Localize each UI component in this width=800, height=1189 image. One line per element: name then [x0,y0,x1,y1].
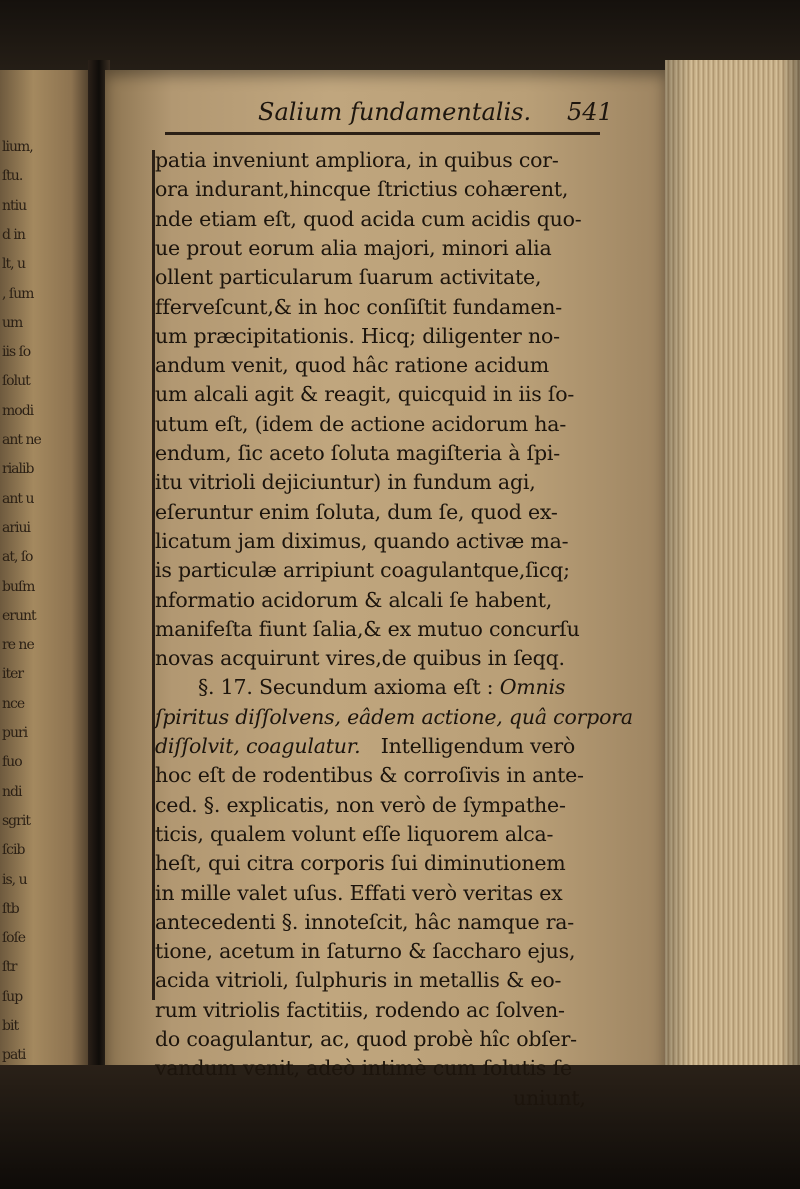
left-page-fragment: puri [2,726,28,740]
left-page-fragment: ntiu [2,198,27,213]
text-line [155,907,635,937]
text-line [155,848,635,878]
line-text: ue prout eorum alia majori, minori alia [155,235,552,260]
left-page-fragment: ſolut [2,374,30,389]
text-line [155,526,635,556]
line-text: utum eſt, (idem de actione acidorum ha- [155,411,567,436]
line-text: tione, acetum in ſaturno & ſaccharo ejus, [155,939,576,964]
left-page-fragment: ſup [2,989,23,1004]
left-page-fragment: re ne [2,638,34,653]
text-line [155,204,635,234]
text-line [155,555,635,585]
line-text: eſeruntur enim ſoluta, dum ſe, quod ex- [155,499,558,524]
line-text: ticis, qualem volunt eſſe liquorem alca- [155,821,554,846]
text-line [155,731,635,761]
text-line [155,702,635,732]
left-page-fragment: nce [2,696,25,711]
left-page-fragment: at, ſo [2,550,33,565]
line-text: antecedenti §. innoteſcit, hâc namque ra- [155,909,575,934]
header-rule [165,132,600,135]
left-page-fragment: pati [2,1048,26,1063]
text-line [155,643,635,673]
line-text: andum venit, quod hâc ratione acidum [155,353,550,378]
left-page-fragment: ſcib [2,843,25,858]
left-page-fragment: fuo [2,755,22,770]
line-text: do coagulantur, ac, quod probè hîc obſer- [155,1027,577,1051]
left-page-fragment: bit [2,1019,19,1033]
text-line [155,497,635,527]
left-page-fragment: rialib [2,462,34,477]
italic-word: Omnis [499,675,566,700]
left-facing-page [0,70,95,1070]
text-line [513,1083,800,1113]
text-line [155,292,635,322]
left-page-fragment: is, u [2,872,27,887]
text-line [155,350,635,380]
line-text: hoc eſt de rodentibus & corroſivis in ante- [155,763,584,788]
text-line [155,438,635,468]
line-text: manifeſta fiunt ſalia,& ex mutuo concurſu [155,616,580,641]
text-line [155,467,635,497]
line-tail: Intelligendum verò [380,734,576,758]
left-page-fragment: ſtr [2,960,17,975]
line-text: nformatio acidorum & alcali ſe habent, [155,587,553,612]
text-line [155,174,635,204]
text-line [155,1053,635,1083]
left-page-fragment: ſoſe [2,931,26,946]
text-line [155,936,635,966]
left-page-fragment: ſtb [2,901,19,916]
line-text: heſt, qui citra corporis ſui diminutionem [155,851,566,876]
text-line [155,262,635,292]
left-page-fragment: modi [2,403,34,418]
line-text: ollent particularum ſuarum activitate, [155,265,542,290]
left-page-fragment: lt, u [2,257,26,272]
line-text: itu vitrioli dejiciuntur) in fundum agi, [155,470,536,495]
left-page-fragment: d in [2,227,25,242]
page-number: 541 [567,98,613,126]
text-line [155,233,635,263]
line-text: um præcipitationis. Hicq; diligenter no- [155,323,560,348]
running-head: Salium fundamentalis. [258,98,532,126]
page-edges [665,60,800,1070]
line-text: ora indurant,hincque ſtrictius cohærent, [155,177,569,202]
text-line [155,790,635,820]
text-line [155,1024,635,1054]
left-page-fragment: sgrit [2,813,30,828]
line-text: in mille valet uſus. Effati verò veritas ex [155,880,563,905]
text-line [155,321,635,351]
text-line [198,672,678,702]
left-page-fragment: buſm [2,579,35,594]
text-line [155,965,635,995]
line-text: acida vitrioli, ſulphuris in metallis & eo- [155,968,562,993]
text-line [155,819,635,849]
left-page-fragment: um [2,315,23,330]
line-text: fferveſcunt,& in hoc conſiſtit fundamen- [155,294,562,319]
text-line [155,614,635,644]
left-page-fragment: ariui [2,520,31,535]
text-line [155,145,635,175]
line-text: nde etiam eſt, quod acida cum acidis quo- [155,206,582,231]
line-text: uniunt, [513,1085,586,1110]
left-page-fragment: lium, [2,140,33,154]
text-line [155,878,635,908]
line-text: endum, ſic aceto ſoluta magiſteria à ſpi- [155,441,560,465]
line-text: novas acquirunt vires,de quibus in ſeqq. [155,646,565,671]
line-text: ſpiritus diſſolvens, eâdem actione, quâ corpora [155,704,633,729]
text-line [155,409,635,439]
text-line [155,379,635,409]
text-line [155,585,635,615]
line-text: rum vitriolis factitiis, rodendo ac ſolven- [155,997,565,1022]
left-page-fragment: ndi [2,784,22,799]
text-line [155,995,635,1025]
left-page-fragment: ant u [2,491,34,506]
left-page-fragment: ſtu. [2,169,23,184]
left-page-fragment: iis ſo [2,345,31,360]
line-text: vandum venit, adeò intimè cum ſolutis ſe [155,1056,572,1081]
left-page-fragment: iter [2,667,24,682]
line-text: is particulæ arripiunt coagulantque,ſicq; [155,558,570,583]
line-text: patia inveniunt ampliora, in quibus cor- [155,148,559,172]
line-text: ced. §. explicatis, non verò de ſympathe- [155,792,566,817]
left-page-fragment: ant ne [2,433,41,447]
text-line [155,760,635,790]
line-text: §. 17. Secundum axioma eſt : [198,675,500,700]
left-page-fragment: erunt [2,608,36,623]
line-text: diſſolvit, coagulatur. [155,734,367,758]
line-text: licatum jam diximus, quando activæ ma- [155,528,569,553]
left-page-fragment: , ſum [2,286,34,301]
line-text: um alcali agit & reagit, quicquid in iis ſo- [155,382,575,407]
